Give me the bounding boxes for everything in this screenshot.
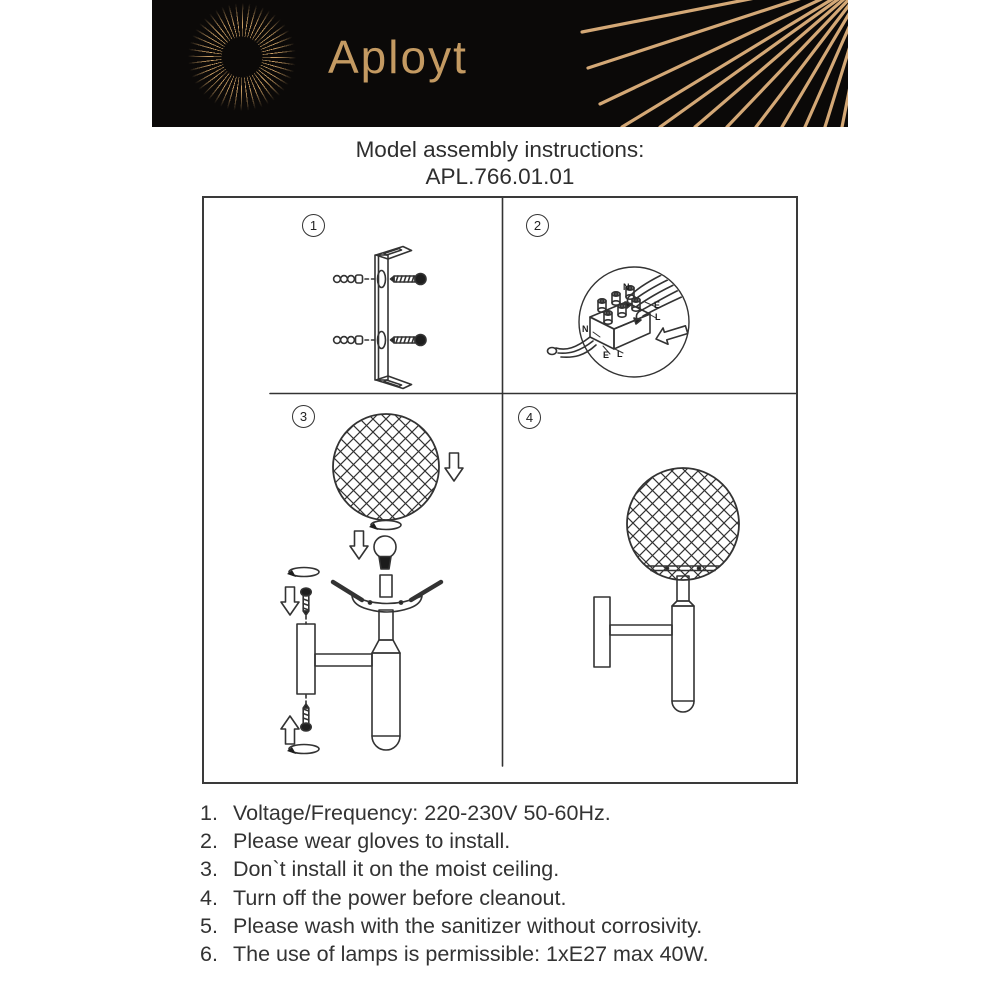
brand-banner	[152, 0, 848, 127]
panel-2-drawing	[548, 267, 690, 377]
instruction-number: 1.	[200, 801, 218, 825]
instruction-item	[200, 827, 860, 855]
instruction-item	[200, 799, 860, 827]
wire-label-n-left: N	[582, 324, 589, 334]
wire-label-l-bottom: L	[617, 349, 623, 359]
decorative-rays-icon	[448, 0, 848, 127]
instruction-text: Voltage/Frequency: 220-230V 50-60Hz.	[233, 801, 611, 825]
instruction-number: 3.	[200, 857, 218, 882]
instruction-number: 5.	[200, 913, 218, 938]
instruction-text: Don`t install it on the moist ceiling.	[233, 857, 560, 882]
wire-label-e-bottom: E	[603, 350, 610, 360]
wire-label-n-top: N	[623, 282, 630, 292]
panel-1-drawing	[334, 247, 426, 389]
model-number: APL.766.01.01	[425, 164, 575, 189]
instruction-text: Please wear gloves to install.	[233, 829, 511, 854]
panel-3-drawing	[281, 414, 463, 754]
wire-label-e-right: E	[654, 300, 661, 310]
instruction-item	[200, 940, 860, 968]
starburst-logo-icon	[186, 2, 298, 112]
instruction-text: The use of lamps is permissible: 1xE27 max 40W.	[233, 942, 709, 967]
wire-label-l-right: L	[655, 312, 661, 322]
step-2-badge: 2	[526, 214, 549, 237]
instruction-item	[200, 855, 860, 883]
instruction-text: Turn off the power before cleanout.	[233, 885, 567, 910]
assembly-diagram	[202, 196, 798, 784]
instruction-item	[200, 884, 860, 912]
step-4-badge: 4	[518, 406, 541, 429]
instructions-title: Model assembly instructions:	[355, 137, 645, 162]
assembly-diagram-drawing	[204, 198, 796, 782]
instruction-number: 2.	[200, 829, 218, 854]
panel-4-drawing	[594, 468, 739, 712]
step-3-badge: 3	[292, 405, 315, 428]
brand-name: Aployt	[328, 31, 468, 83]
page-title-block	[0, 136, 1000, 190]
instruction-number: 4.	[200, 885, 218, 910]
instruction-item	[200, 912, 860, 940]
instructions-list	[200, 799, 860, 968]
step-1-badge: 1	[302, 214, 325, 237]
instruction-number: 6.	[200, 942, 218, 967]
instruction-text: Please wash with the sanitizer without corrosivity.	[233, 913, 703, 938]
